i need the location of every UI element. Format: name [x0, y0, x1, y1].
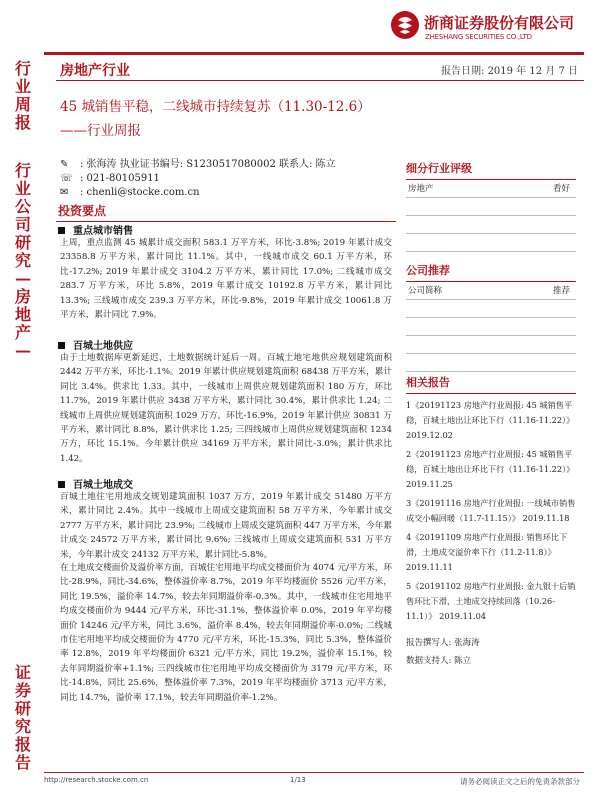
- body-paragraph: 由于土地数据库更新延迟，土地数据统计延后一周。百城土地宅地供应规划建筑面积 2442 万平方米，环比-1.1%。2019 年累计供应规划建筑面积 68438 万平方米，累计同比 3.4%。供求比 1.33。其中，一线城市上周供应规划建筑面积 180 万方，环比 11.7%，2019 年累计供应 3438 万平方米，累计同比 30.4%，累计供求比 1.24; 二线城市上周供应规划建筑面积 1029 万方，环比-16.9%，2019 年累计供应 30831 万平方米，累计同比 8.8%，累计供求比 1.25; 三四线城市上周供应规划建筑面积 1234 万方，环比 15.1%。今年累计供应 34169 万平方米，累计同比-3.0%，累计供求比 1.42。: [60, 353, 392, 464]
- subsection-heading: 百城土地成交: [58, 476, 133, 491]
- rating-row: [406, 198, 576, 216]
- rating-row: [406, 216, 576, 234]
- report-date: 报告日期: 2019 年 12 月 7 日: [441, 66, 578, 77]
- related-report-item[interactable]: 3《20191116 房地产行业周报: 一线城市销售成交小幅回暖（11.7-11.15）》 2019.11.18: [406, 498, 576, 523]
- industry-rating-panel: 细分行业评级 房地产 看好: [406, 160, 576, 252]
- company-row: [406, 336, 576, 354]
- phone-row: ☏ : 021-80105911: [60, 173, 160, 184]
- authors-block: [406, 634, 480, 670]
- body-paragraph: 百城土地住宅用地成交规划建筑面积 1037 万方，2019 年累计成交 51480 万平方米，累计同比 2.4%。其中一线城市上周成交建筑面积 58 万平方米，今年累计成交 2777 万平方米，累计同比 23.9%; 二线城市上周成交建筑面积 447 万平方米，今年累计成交 24572 万平方米，累计同比 9.6%; 三线城市上周成交建筑面积 531 万平方米，今年累计成交 24132 万平方米，累计同比-5.8%。: [60, 492, 392, 560]
- related-report-item[interactable]: 5《20191102 房地产行业周报: 金九银十后销售环比下滑，土地成交持续回落（10.26-11.1）》 2019.11.04: [406, 581, 576, 621]
- subheader-rule: [56, 80, 584, 81]
- key-points-heading: 投资要点: [56, 202, 396, 222]
- company-logo: [390, 8, 596, 48]
- square-bullet-icon: [58, 227, 65, 234]
- subsection-heading: 百城土地供应: [58, 337, 133, 352]
- report-subtitle: ——行业周报: [60, 123, 141, 139]
- square-bullet-icon: [58, 342, 65, 349]
- body-paragraph: 上周，重点监测 45 城累计成交面积 583.1 万平方米，环比-3.8%; 2019 年累计成交 23358.8 万平方米，累计同比 11.1%。其中，一线城市成交 60.1 万平方米，环比-17.2%; 2019 年累计成交 3104.2 万平方米，累计同比 17.0%; 二线城市成交 283.7 万平方米，环比 5.8%，2019 年累计成交 10192.8 万平方米，累计同比 13.3%; 三线城市成交 239.3 万平方米，环比-9.8%，2019 年累计成交 10061.8 万平方米，累计同比 7.9%。: [60, 238, 392, 321]
- side-label-research-report: 证 券 研 究 报 告: [14, 663, 31, 772]
- side-label-category: 行 业 公 司 研 究 — 房 地 产 —: [14, 161, 31, 360]
- report-writer: 报告撰写人: 张海涛: [406, 638, 480, 648]
- related-report-item[interactable]: 4《20191109 房地产行业周报: 销售环比下滑，土地成交溢价率下行（11.2-11.8）》 2019.11.11: [406, 532, 568, 572]
- email-icon: ✉: [60, 187, 69, 198]
- body-paragraph: 在土地成交楼面价及溢价率方面，百城住宅用地平均成交楼面价为 4074 元/平方米，环比-28.9%，同比-34.6%，整体溢价率 8.7%，2019 年平均楼面价 5526 元/平方米，同比 19.5%，溢价率 14.7%，较去年同期溢价率-0.3%。其中，一线城市住宅用地平均成交楼面价为 9444 元/平方米，环比-31.1%，整体溢价率 0.0%，2019 年平均楼面价 14246 元/平方米，同比 3.6%，溢价率 8.4%，较去年同期溢价率-0.0%; 二线城市住宅用地平均成交楼面价为 4770 元/平方米，环比-15.3%，同比 5.3%，整体溢价率 12.8%，2019 年平均楼面价 6321 元/平方米，同比 19.2%，溢价率 15.1%，较去年同期溢价率+1.1%; 三四线城市住宅用地平均成交楼面价为 3179 元/平方米，环比-14.8%，同比 25.6%，整体溢价率 7.3%，2019 年平均楼面价 3713 元/平方米，同比 14.7%，溢价率 17.1%，较去年同期溢价率-1.2%。: [60, 563, 392, 703]
- company-row: [406, 300, 576, 318]
- data-support: 数据支持人: 陈立: [406, 656, 472, 666]
- email-row[interactable]: ✉ : chenli@stocke.com.cn: [60, 187, 200, 198]
- company-name-cn: 浙商证券股份有限公司: [424, 14, 575, 32]
- company-logo-mark-icon: [390, 10, 420, 40]
- company-row: [406, 318, 576, 336]
- side-label-report-type: 行 业 周 报: [14, 59, 31, 132]
- company-recommend-panel: 公司推荐 公司简称 推荐: [406, 262, 576, 372]
- contact-block: [60, 158, 336, 200]
- footer-rule: [44, 772, 584, 773]
- company-row: 公司简称 推荐: [406, 282, 576, 300]
- related-report-item[interactable]: 2《20191123 房地产行业周报: 45 城销售平稳，百城土地出让环比下行（11.16-11.22）》 2019.11.25: [406, 449, 575, 489]
- header-rule: [44, 52, 584, 55]
- footer-disclaimer: 请务必阅读正文之后的免责条款部分: [460, 777, 580, 786]
- analyst-icon: ✎: [60, 159, 69, 170]
- related-report-item[interactable]: 1《20191123 房地产行业周报: 45 城销售平稳，百城土地出让环比下行（11.16-11.22）》 2019.12.02: [406, 400, 575, 440]
- phone-icon: ☏: [60, 173, 73, 184]
- rating-row: 房地产 看好: [406, 180, 576, 198]
- report-title: 45 城销售平稳，二线城市持续复苏（11.30-12.6）: [60, 99, 371, 115]
- industry-label: 房地产行业: [60, 63, 130, 79]
- company-row: [406, 354, 576, 372]
- related-reports-panel: 相关报告 1《20191123 房地产行业周报: 45 城销售平稳，百城土地出让环比下行（11.16-11.22）》 2019.12.02 2《20191123 房地产行业周报: 45 城销售平稳，百城土地出让环比下行（11.16-11.22）》 2019.11.25 3《20191116 房地产行业周报: 一线城市销售成交小幅回暖（11.7-11.15）》 2019.11.18 4《20191109 房地产行业周报: 销售环比下滑，土地成交溢价率下行（11.2-11.8）》 2019.11.11 5《20191102 房地产行业周报: 金九银十后销售环比下滑，土地成交持续回落（10.26-11.1）》 2019.11.04: [406, 374, 576, 628]
- page-number: 1/13: [290, 776, 306, 784]
- footer-url[interactable]: http://research.stocke.com.cn: [44, 776, 149, 784]
- company-name-en: ZHESHANG SECURITIES CO.,LTD: [425, 33, 532, 41]
- square-bullet-icon: [58, 481, 65, 488]
- subsection-heading: 重点城市销售: [58, 222, 133, 237]
- rating-row: [406, 234, 576, 252]
- analyst-row: ✎ : 张海涛 执业证书编号: S1230517080002 联系人: 陈立: [60, 159, 336, 170]
